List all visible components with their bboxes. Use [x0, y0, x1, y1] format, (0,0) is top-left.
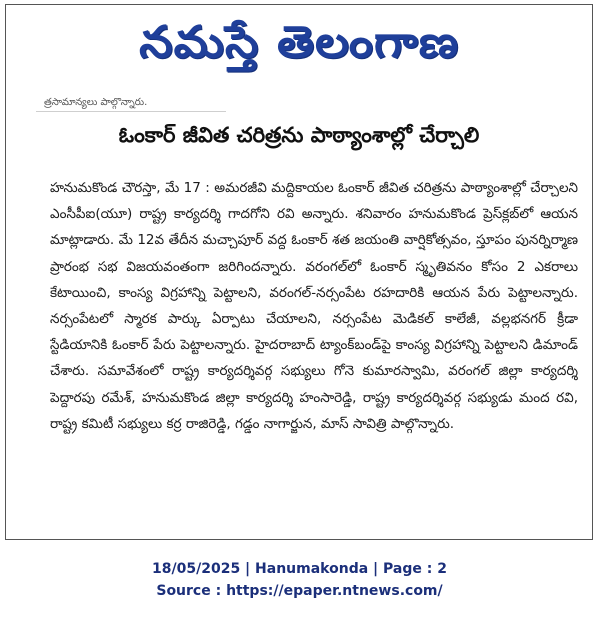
divider — [36, 111, 226, 112]
masthead — [6, 5, 592, 91]
article-body: హనుమకొండ చౌరస్తా, మే 17 : అమరజీవి మద్దికాయల ఓంకార్‌ జీవిత చరిత్రను పాఠ్యాంశాల్లో చేర్చాలని ఎంసీపీఐ(యూ) రాష్ట్ర కార్యదర్శి గాదగోని రవి అన్నారు. శనివారం హనుమకొండ ప్రెస్‌క్లబ్‌లో ఆయన మాట్లాడారు. మే 12వ తేదీన మచ్చాపూర్‌ వద్ద ఓంకార్‌ శత జయంతి వార్షికోత్సవం, స్తూపం పునర్నిర్మాణ ప్రారంభ సభ విజయవంతంగా జరిగిందన్నారు. వరంగల్‌లో ఓంకార్‌ స్మృతివనం కోసం 2 ఎకరాలు కేటాయించి, కాంస్య విగ్రహాన్ని పెట్టాలని, వరంగల్‌-నర్సంపేట రహదారికి ఆయన పేరు పెట్టాలన్నారు. నర్సంపేటలో స్మారక పార్కు ఏర్పాటు చేయాలని, నర్సంపేట మెడికల్‌ కాలేజీ, వల్లభనగర్‌ క్రీడా స్టేడియానికి ఓంకార్‌ పేరు పెట్టాలన్నారు. హైదరాబాద్‌ ట్యాంక్‌బండ్‌పై కాంస్య విగ్రహాన్ని పెట్టాలని డిమాండ్‌ చేశారు. సమావేశంలో రాష్ట్ర కార్యదర్శివర్గ సభ్యులు గోనె కుమారస్వామి, వరంగల్‌ జిల్లా కార్యదర్శి పెద్దారపు రమేశ్‌, హనుమకొండ జిల్లా కార్యదర్శి హంసారెడ్డి, రాష్ట్ర కార్యదర్శివర్గ సభ్యుడు మంద రవి, రాష్ట్ర కమిటీ సభ్యులు కర్ర రాజిరెడ్డి, గడ్డం నాగార్జున, మాస్‌ సావిత్రి పాల్గొన్నారు. — [50, 180, 578, 432]
previous-article-fragment: త్రసామాన్యలు పాల్గొన్నారు. — [44, 97, 148, 108]
clipping-frame — [5, 4, 593, 540]
clipping-source: Source : https://epaper.ntnews.com/ — [156, 583, 443, 599]
newspaper-logo: నమస్తే తెలంగాణ — [139, 17, 459, 68]
article-headline: ఓంకార్‌ జీవిత చరిత్రను పాఠ్యాంశాల్లో చేర్చాలి — [118, 123, 480, 147]
clipping-date-edition-page: 18/05/2025 | Hanumakonda | Page : 2 — [152, 561, 447, 577]
